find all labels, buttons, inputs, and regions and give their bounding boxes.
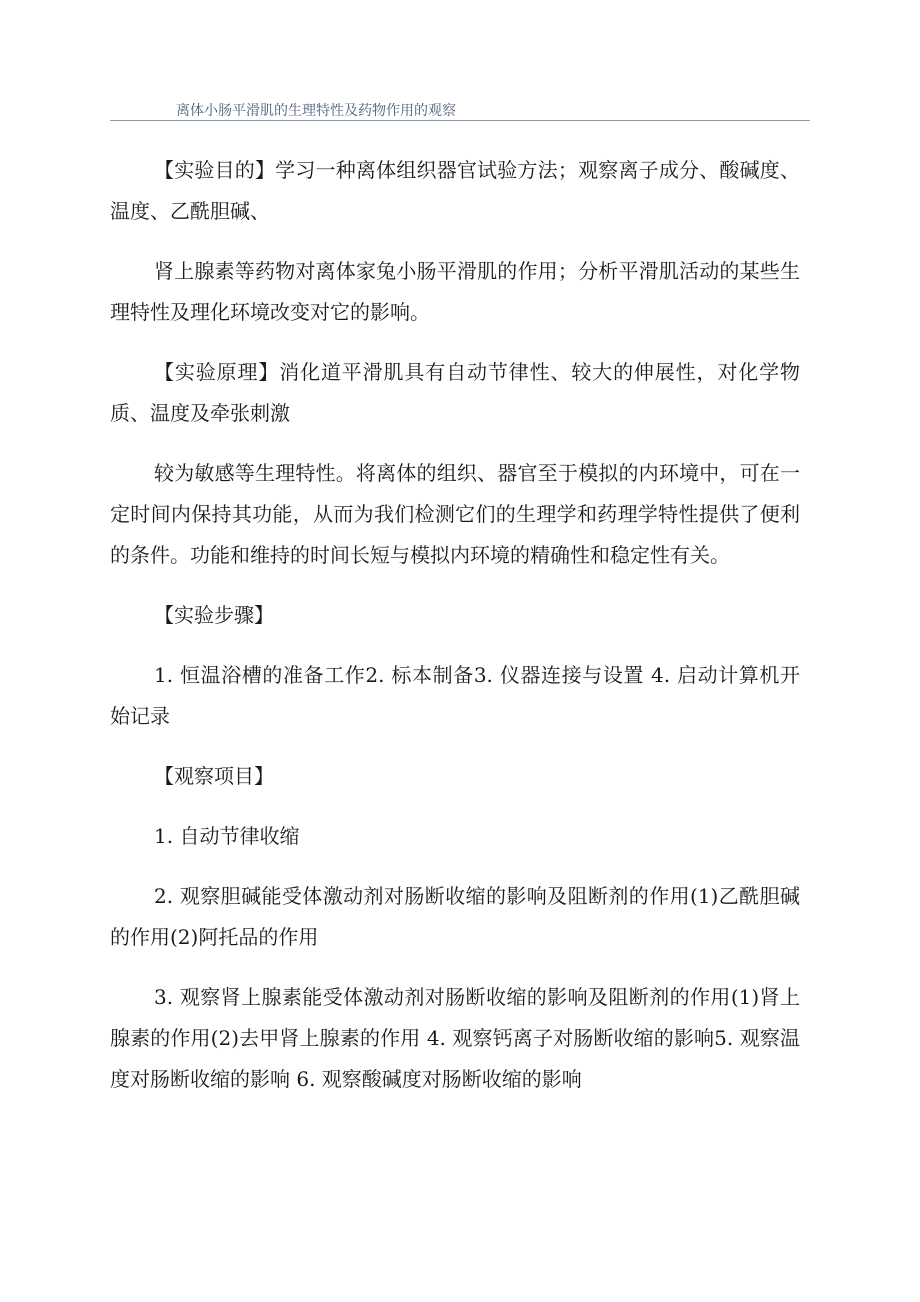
heading-observations: 【观察项目】 xyxy=(154,764,274,788)
observation-item-2: 2. 观察胆碱能受体激动剂对肠断收缩的影响及阻断剂的作用(1)乙酰胆碱的作用(2)阿托品的作用 xyxy=(110,884,800,949)
paragraph-objective-continued: 肾上腺素等药物对离体家兔小肠平滑肌的作用；分析平滑肌活动的某些生理特性及理化环境改变对它的影响。 xyxy=(110,259,800,324)
paragraph-principle: 【实验原理】消化道平滑肌具有自动节律性、较大的伸展性，对化学物质、温度及牵张刺激 xyxy=(110,360,800,425)
paragraph-principle-continued: 较为敏感等生理特性。将离体的组织、器官至于模拟的内环境中，可在一定时间内保持其功能，从而为我们检测它们的生理学和药理学特性提供了便利的条件。功能和维持的时间长短与模拟内环境的精确性和稳定性有关。 xyxy=(110,461,800,567)
paragraph-objective: 【实验目的】学习一种离体组织器官试验方法；观察离子成分、酸碱度、温度、乙酰胆碱、 xyxy=(110,158,800,223)
page-header xyxy=(110,98,810,121)
document-body xyxy=(110,150,800,1119)
observation-item-3: 3. 观察肾上腺素能受体激动剂对肠断收缩的影响及阻断剂的作用(1)肾上腺素的作用(2)去甲肾上腺素的作用 4. 观察钙离子对肠断收缩的影响5. 观察温度对肠断收缩的影响 6. 观察酸碱度对肠断收缩的影响 xyxy=(110,985,800,1091)
heading-steps: 【实验步骤】 xyxy=(154,603,274,627)
header-title: 离体小肠平滑肌的生理特性及药物作用的观察 xyxy=(176,103,456,119)
observation-item-1: 1. 自动节律收缩 xyxy=(154,824,300,848)
paragraph-steps: 1. 恒温浴槽的准备工作2. 标本制备3. 仪器连接与设置 4. 启动计算机开始记录 xyxy=(110,663,800,728)
